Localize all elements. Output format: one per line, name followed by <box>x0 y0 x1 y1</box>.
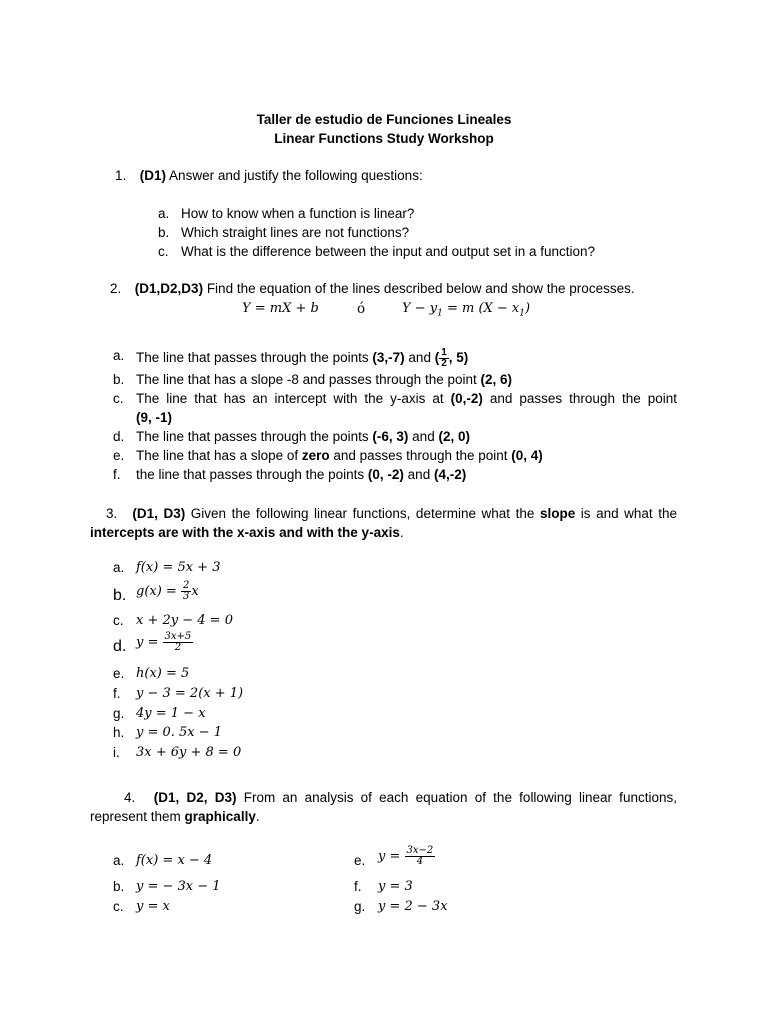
title-spanish: Taller de estudio de Funciones Lineales <box>256 112 512 127</box>
item-text: and <box>404 350 435 366</box>
item-text: and passes through the point <box>482 391 677 406</box>
question-1-prompt: Answer and justify the following questions: <box>166 168 423 183</box>
point-fraction <box>439 348 449 369</box>
item-text: and <box>403 467 434 482</box>
question-3-item-label: f. <box>113 686 121 701</box>
item-point: (-6, 3) <box>372 429 409 444</box>
question-4-item-label: a. <box>113 853 125 868</box>
question-3-item-label: a. <box>113 560 125 575</box>
item-point: (4,-2) <box>433 467 467 482</box>
point-slope-formula: $Y - y_1 = m$ $(X - x_1)$ <box>402 301 531 319</box>
point-fraction-numerator: 1 <box>441 347 447 358</box>
question-3-item-equation: g(x) = $\frac{2}{3}$ x <box>136 580 199 602</box>
equation-fraction-numerator: 3x+5 <box>164 631 192 642</box>
question-2-item-text <box>136 467 466 482</box>
question-1-item-label: b. <box>158 225 170 240</box>
question-4-item-equation: y = 3 <box>378 879 413 894</box>
question-2-item-text <box>136 348 468 369</box>
question-3-item-equation: h(x) = 5 <box>136 666 190 681</box>
item-text: The line that has an intercept with the y-axis at <box>136 391 451 406</box>
question-2-item-label: e. <box>113 448 125 463</box>
item-text: The line that passes through the points <box>136 429 373 444</box>
question-2 <box>110 281 635 296</box>
item-text: The line that has a slope -8 and passes through the point <box>136 372 481 387</box>
question-3-item-label: e. <box>113 666 125 681</box>
question-3-item-equation: 4y = 1 − x <box>136 706 206 721</box>
question-4-item-label: g. <box>354 899 366 914</box>
item-text: and passes through the point <box>329 448 512 463</box>
equation-fraction-denominator: 4 <box>416 856 424 867</box>
question-2-item-label: d. <box>113 429 125 444</box>
question-3-item-label: b. <box>113 587 127 604</box>
question-3-item-equation: f(x) = 5x + 3 <box>136 560 221 575</box>
question-1-tag: (D1) <box>139 168 167 183</box>
title-english: Linear Functions Study Workshop <box>274 131 494 146</box>
question-4-item-label: f. <box>354 879 362 894</box>
question-4-item-label: e. <box>354 853 366 868</box>
question-3-item-equation: x + 2y − 4 = 0 <box>136 613 233 628</box>
equation-fraction-denominator: 2 <box>174 642 182 653</box>
slope-intercept-formula: Y = mX + b <box>242 301 319 316</box>
question-1-item-text: Which straight lines are not functions? <box>181 225 410 240</box>
item-point: (9, -1) <box>136 410 173 425</box>
question-2-item-label: f. <box>113 467 121 482</box>
item-text: The line that passes through the points <box>136 350 373 366</box>
question-4-item-equation: f(x) = x − 4 <box>136 853 213 868</box>
item-text: The line that has a slope of <box>136 448 302 463</box>
question-1-number: 1. <box>115 168 127 183</box>
question-1-item-text: What is the difference between the input and output set in a function? <box>181 244 596 259</box>
question-3-item-label: i. <box>113 745 120 760</box>
question-1-item-label: c. <box>158 244 169 259</box>
question-3-tag: (D1, D3) <box>132 506 186 521</box>
question-4-item-label: c. <box>113 899 124 914</box>
question-4-item-equation: y = x <box>136 899 170 914</box>
question-2-item-text <box>136 372 512 387</box>
item-point: ( $\frac{1}{2}$ , 5) <box>434 347 469 369</box>
question-1 <box>115 168 423 183</box>
item-point: (2, 0) <box>438 429 470 444</box>
item-point: (0, 4) <box>511 448 543 463</box>
equation-fraction <box>405 846 436 867</box>
question-4-item-equation: y = − 3x − 1 <box>136 879 221 894</box>
question-2-item-text <box>136 429 470 444</box>
question-4-number: 4. <box>124 790 136 805</box>
question-3-item-label: g. <box>113 706 125 721</box>
question-2-item-label: c. <box>113 391 124 406</box>
question-4-tag: (D1, D2, D3) <box>153 790 237 805</box>
question-2-prompt: Find the equation of the lines described below and show the processes. <box>203 281 635 296</box>
equation-fraction-denominator: 3 <box>182 591 190 602</box>
question-4-item-equation: y = $\frac{3x-2}{4}$ <box>378 845 434 867</box>
equation-fraction-numerator: 2 <box>182 580 190 591</box>
question-3-number: 3. <box>106 506 118 521</box>
question-3-item-equation: 3x + 6y + 8 = 0 <box>136 745 242 760</box>
item-point: (0,-2) <box>450 391 483 406</box>
item-point: (2, 6) <box>480 372 512 387</box>
item-text: and <box>408 429 439 444</box>
equation-fraction <box>163 632 194 653</box>
question-3-item-equation: y = 0. 5x − 1 <box>136 725 223 740</box>
question-4: 4. (D1, D2, D3) From an analysis of each equation of the following linear functions, represent them graphically. <box>90 790 677 824</box>
question-4-item-equation: y = 2 − 3x <box>378 899 448 914</box>
question-3-item-label: d. <box>113 638 127 655</box>
question-3-item-label: c. <box>113 613 124 628</box>
question-2-item-label: a. <box>113 348 125 363</box>
question-3-item-label: h. <box>113 725 125 740</box>
question-2-item-label: b. <box>113 372 125 387</box>
item-text: the line that passes through the points <box>136 467 368 482</box>
question-3-item-equation: y = $\frac{3x+5}{2}$ <box>136 631 192 653</box>
item-point: (0, -2) <box>367 467 404 482</box>
item-point: (3,-7) <box>372 350 405 366</box>
equation-fraction-numerator: 3x−2 <box>406 845 434 856</box>
question-2-item-text <box>136 448 543 463</box>
question-3: 3. (D1, D3) Given the following linear functions, determine what the slope is and what the intercepts are with the x-axis and with the y-axis. <box>90 506 677 540</box>
question-2-tag: (D1,D2,D3) <box>134 281 204 296</box>
question-3-item-equation: y − 3 = 2(x + 1) <box>136 686 244 701</box>
question-2-item-text <box>136 391 677 406</box>
question-2-number: 2. <box>110 281 122 296</box>
point-fraction-denominator: 2 <box>441 358 447 369</box>
question-1-item-text: How to know when a function is linear? <box>181 206 415 221</box>
question-4-item-label: b. <box>113 879 125 894</box>
equation-fraction <box>181 581 191 602</box>
question-1-item-label: a. <box>158 206 170 221</box>
item-point: zero <box>301 448 330 463</box>
formula-separator: ó <box>357 301 366 317</box>
